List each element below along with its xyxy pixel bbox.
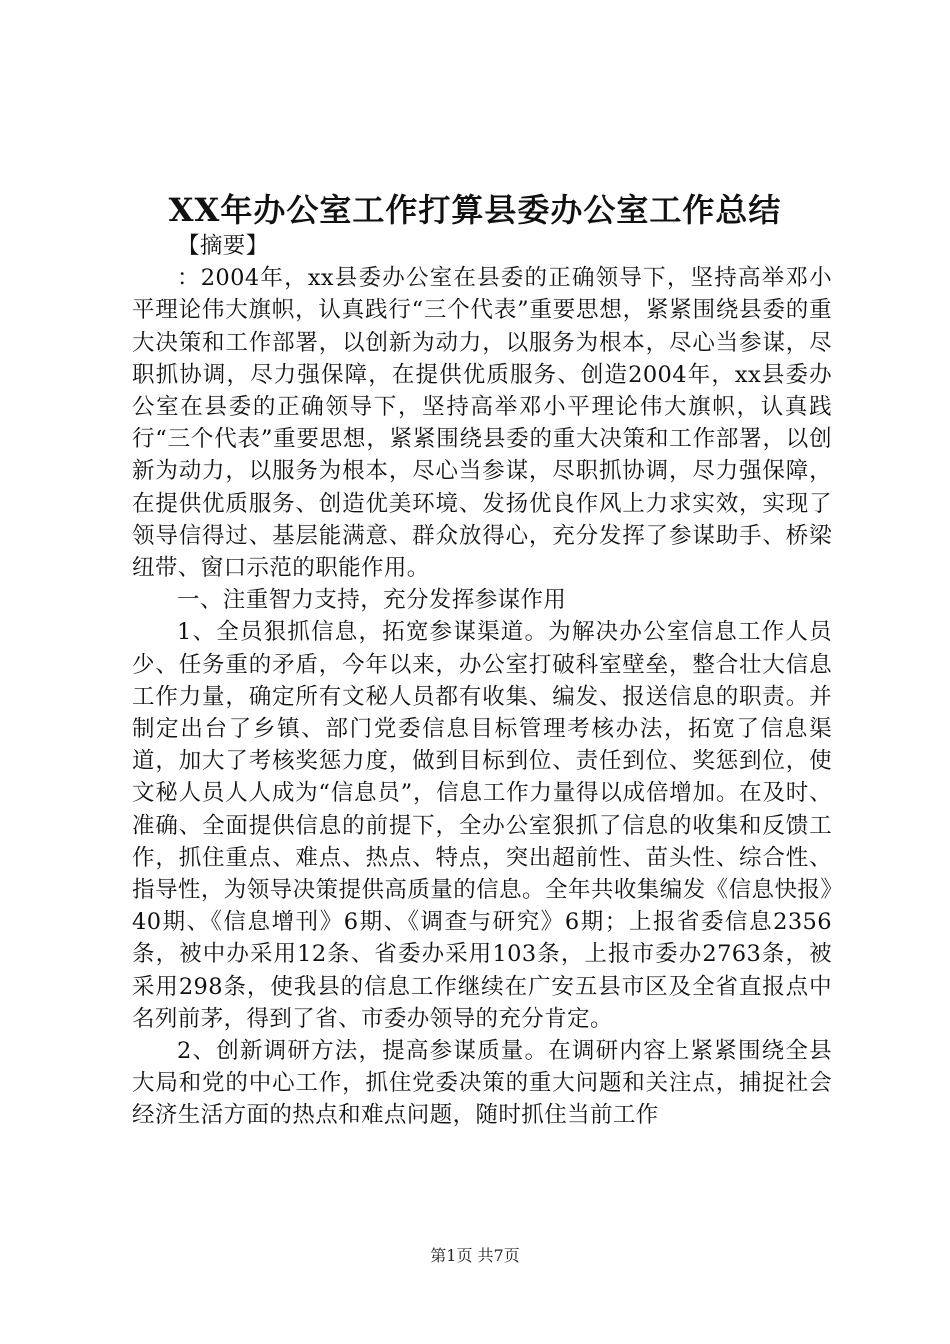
section-heading-1: 一、注重智力支持，充分发挥参谋作用 bbox=[177, 587, 567, 614]
body-paragraph-1: 1、全员狠抓信息，拓宽参谋渠道。为解决办公室信息工作人员少、任务重的矛盾，今年以来，办公室打破科室壁垒，整合壮大信息工作力量，确定所有文秘人员都有收集、编发、报送信息的职责。并制定出台了乡镇、部门党委信息目标管理考核办法，拓宽了信息渠道，加大了考核奖惩力度，做到目标到位、责任到位、奖惩到位，使文秘人员人人成为“信息员”，信息工作力量得以成倍增加。在及时、准确、全面提供信息的前提下，全办公室狠抓了信息的收集和反馈工作，抓住重点、难点、热点、特点，突出超前性、苗头性、综合性、指导性，为领导决策提供高质量的信息。全年共收集编发《信息快报》40期、《信息增刊》6期、《调查与研究》6期；上报省委信息2356条，被中办采用12条、省委办采用103条，上报市委办2763条，被采用298条，使我县的信息工作继续在广安五县市区及全省直报点中名列前茅，得到了省、市委办领导的充分肯定。 bbox=[132, 619, 832, 1032]
abstract-heading: 【摘要】 bbox=[177, 233, 269, 259]
body-paragraph-2: 2、创新调研方法，提高参谋质量。在调研内容上紧紧围绕全县大局和党的中心工作，抓住党委决策的重大问题和关注点，捕捉社会经济生活方面的热点和难点问题，随时抓住当前工作 bbox=[132, 1038, 832, 1129]
abstract-paragraph: ：2004年，xx县委办公室在县委的正确领导下，坚持高举邓小平理论伟大旗帜，认真践行“三个代表”重要思想，紧紧围绕县委的重大决策和工作部署，以创新为动力，以服务为根本，尽心当参谋，尽职抓协调，尽力强保障，在提供优质服务、创造2004年，xx县委办公室在县委的正确领导下，坚持高举邓小平理论伟大旗帜，认真践行“三个代表”重要思想，紧紧围绕县委的重大决策和工作部署，以创新为动力，以服务为根本，尽心当参谋，尽职抓协调，尽力强保障，在提供优质服务、创造优美环境、发扬优良作风上力求实效，实现了领导信得过、基层能满意、群众放得心，充分发挥了参谋助手、桥梁纽带、窗口示范的职能作用。 bbox=[132, 265, 832, 582]
document-title: XX年办公室工作打算县委办公室工作总结 bbox=[168, 191, 782, 229]
page-number-footer: 第1页 共7页 bbox=[430, 1246, 520, 1265]
document-body bbox=[132, 230, 832, 1132]
